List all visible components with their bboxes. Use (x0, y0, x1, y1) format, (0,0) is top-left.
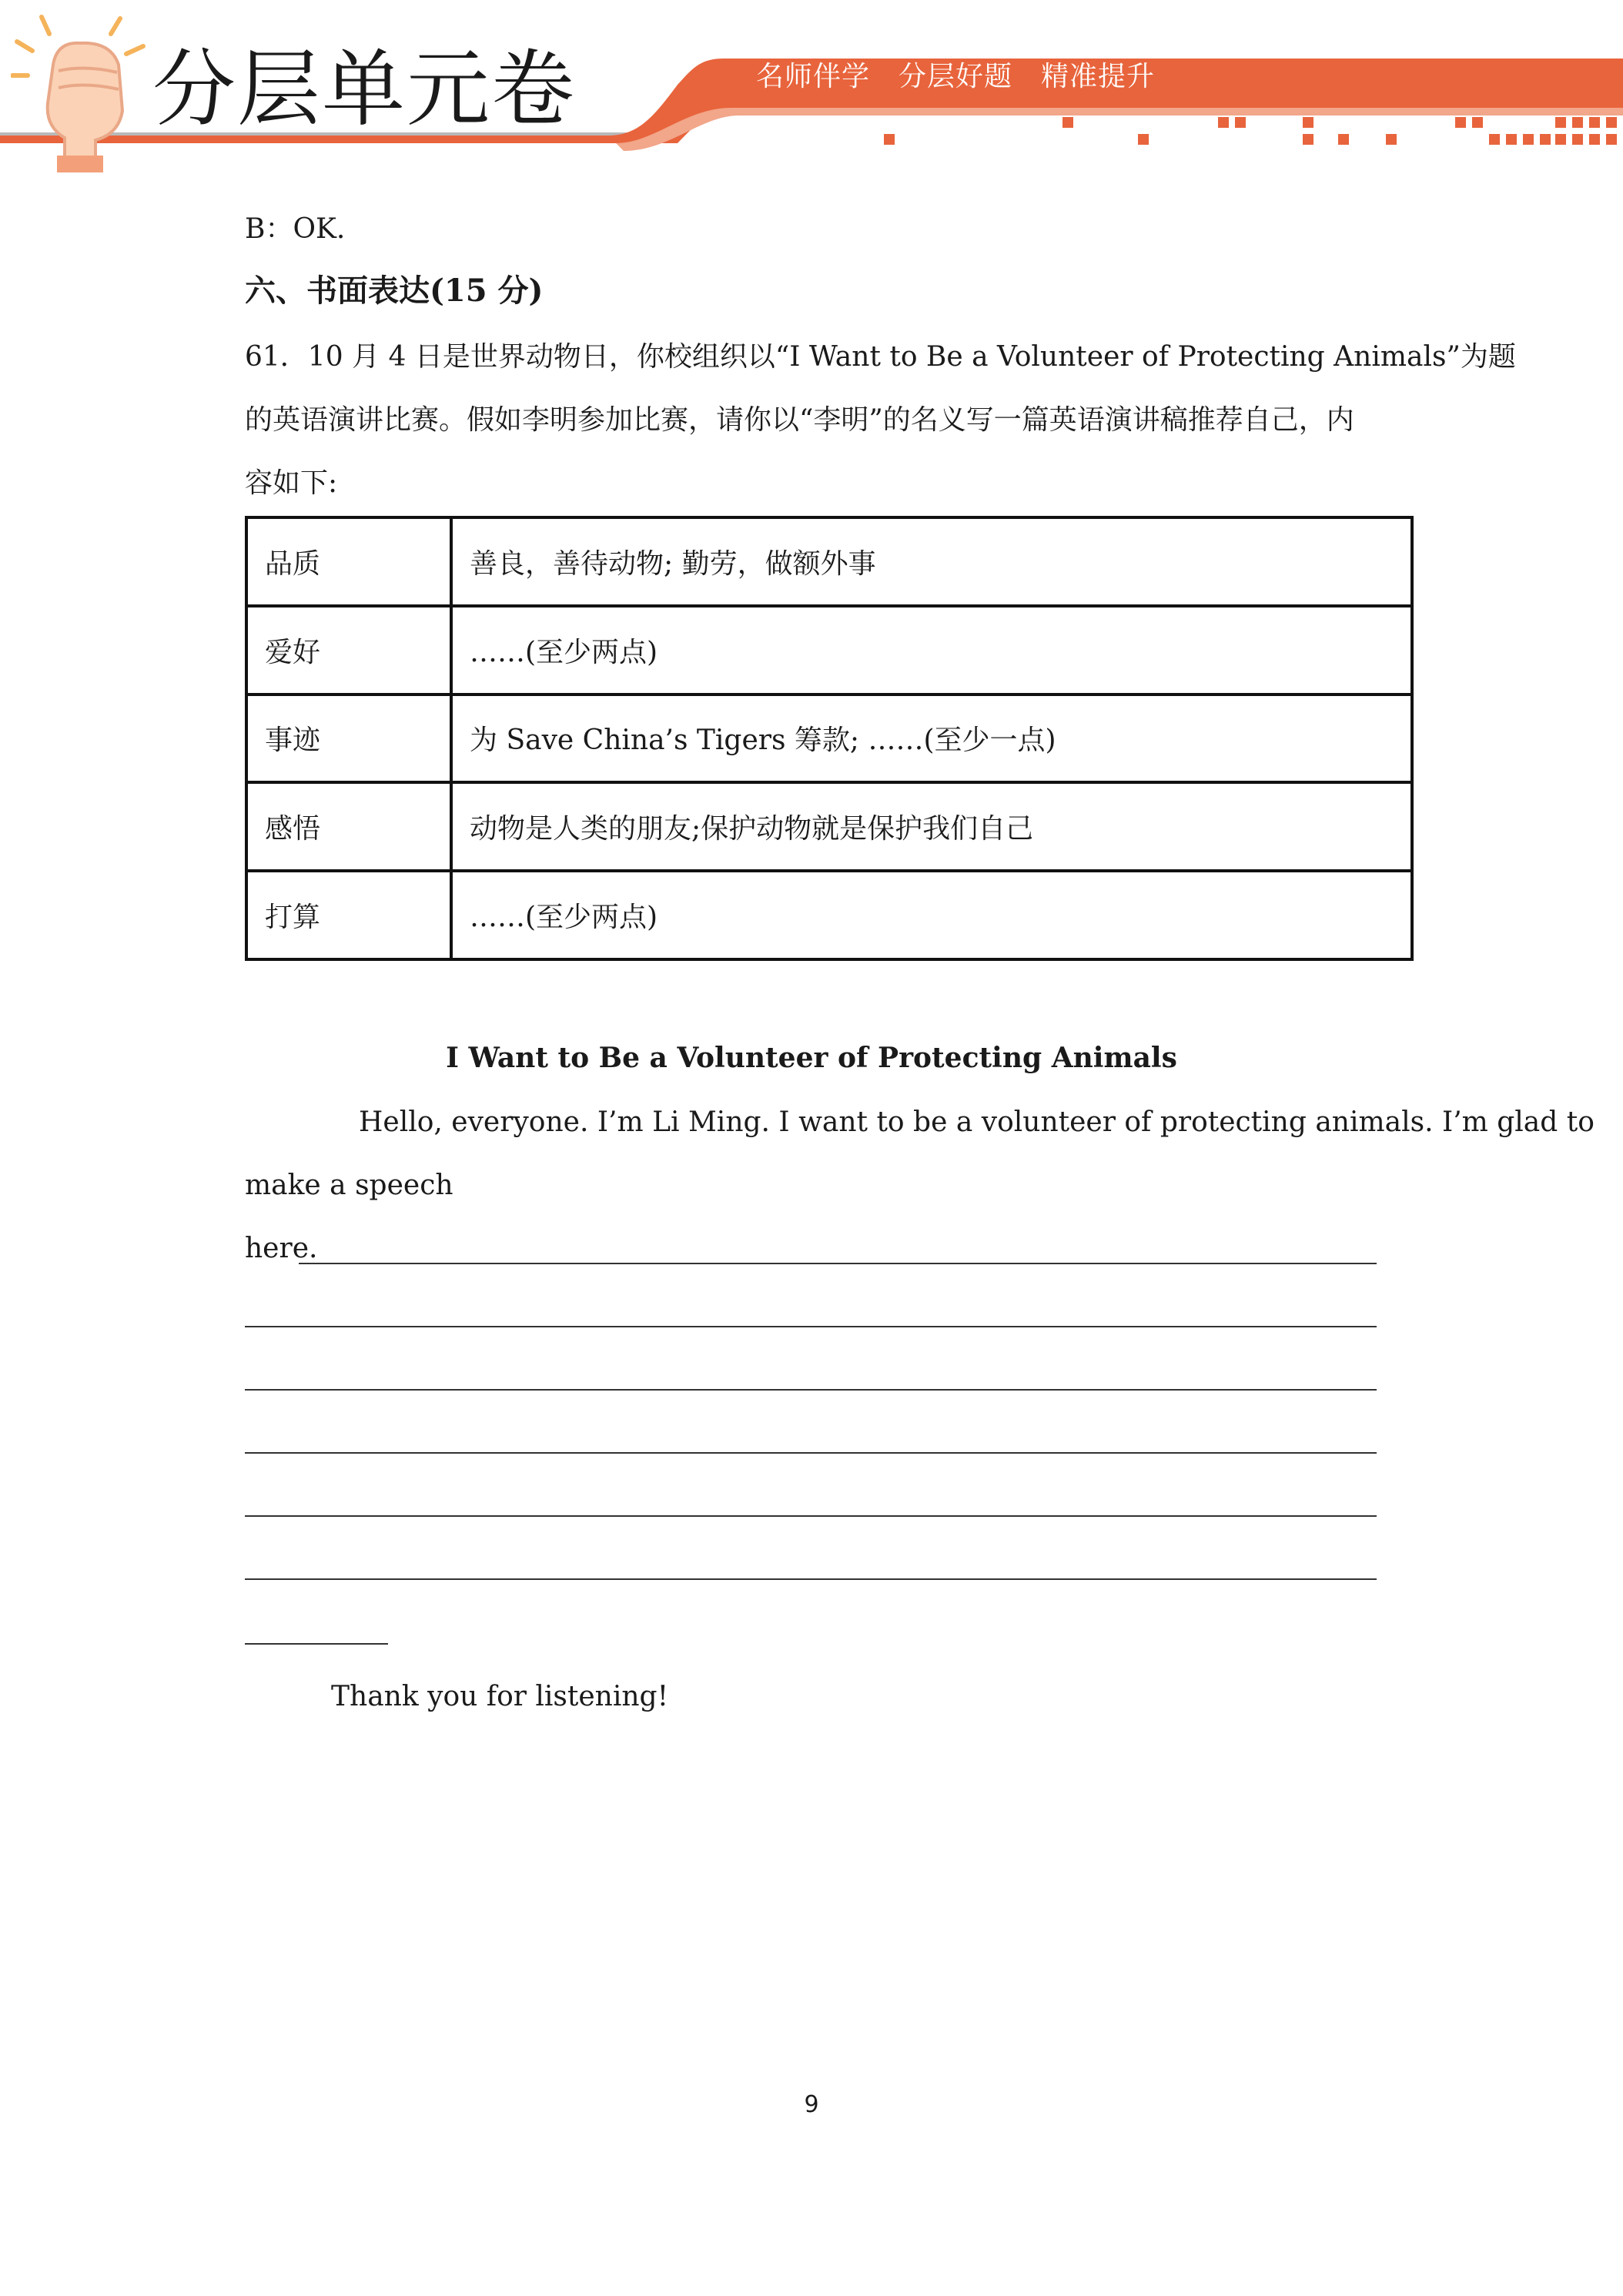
answer-blank[interactable] (245, 1643, 388, 1645)
table-row (246, 782, 1412, 871)
dialogue-line: B：OK. (245, 213, 346, 245)
table-value: 善良，善待动物; 勤劳，做额外事 (451, 517, 1412, 606)
prompt-line: 容如下: (245, 467, 338, 499)
table-row (246, 517, 1412, 606)
prompt-line: 61．10 月 4 日是世界动物日，你校组织以“I Want to Be a Volunteer of Protecting Animals”为题 (245, 341, 1516, 373)
table-key: 爱好 (246, 606, 451, 694)
section-title: 六、书面表达(15 分) (245, 273, 544, 309)
table-row (246, 606, 1412, 694)
table-row (246, 694, 1412, 783)
page-number: 9 (804, 2091, 819, 2118)
answer-blank[interactable] (245, 1389, 1377, 1391)
answer-blank[interactable] (245, 1578, 1377, 1580)
prompt-line: 的英语演讲比赛。假如李明参加比赛，请你以“李明”的名义写一篇英语演讲稿推荐自己，内 (245, 404, 1354, 436)
table-key: 打算 (246, 871, 451, 959)
table-key: 事迹 (246, 694, 451, 783)
answer-blank[interactable] (245, 1515, 1377, 1517)
answer-blank[interactable] (245, 1452, 1377, 1454)
essay-line: Hello, everyone. I’m Li Ming. I want to be a volunteer of protecting animals. I’m glad to (359, 1106, 1595, 1138)
table-key: 品质 (246, 517, 451, 606)
answer-blank[interactable] (299, 1263, 1377, 1264)
answer-blank[interactable] (245, 1326, 1377, 1327)
table-value: ……(至少两点) (451, 606, 1412, 694)
essay-line: make a speech (245, 1170, 453, 1201)
closing-line: Thank you for listening! (331, 1681, 669, 1712)
table-key: 感悟 (246, 782, 451, 871)
essay-title: I Want to Be a Volunteer of Protecting Animals (446, 1042, 1177, 1074)
table-value: 动物是人类的朋友;保护动物就是保护我们自己 (451, 782, 1412, 871)
table-value: 为 Save China’s Tigers 筹款; ……(至少一点) (451, 694, 1412, 783)
table-value: ……(至少两点) (451, 871, 1412, 959)
essay-line: here. (245, 1233, 318, 1264)
header-slogan: 名师伴学 分层好题 精准提升 (756, 61, 1156, 92)
table-row (246, 871, 1412, 959)
requirements-table (245, 516, 1414, 961)
brand-title: 分层单元卷 (152, 42, 577, 138)
